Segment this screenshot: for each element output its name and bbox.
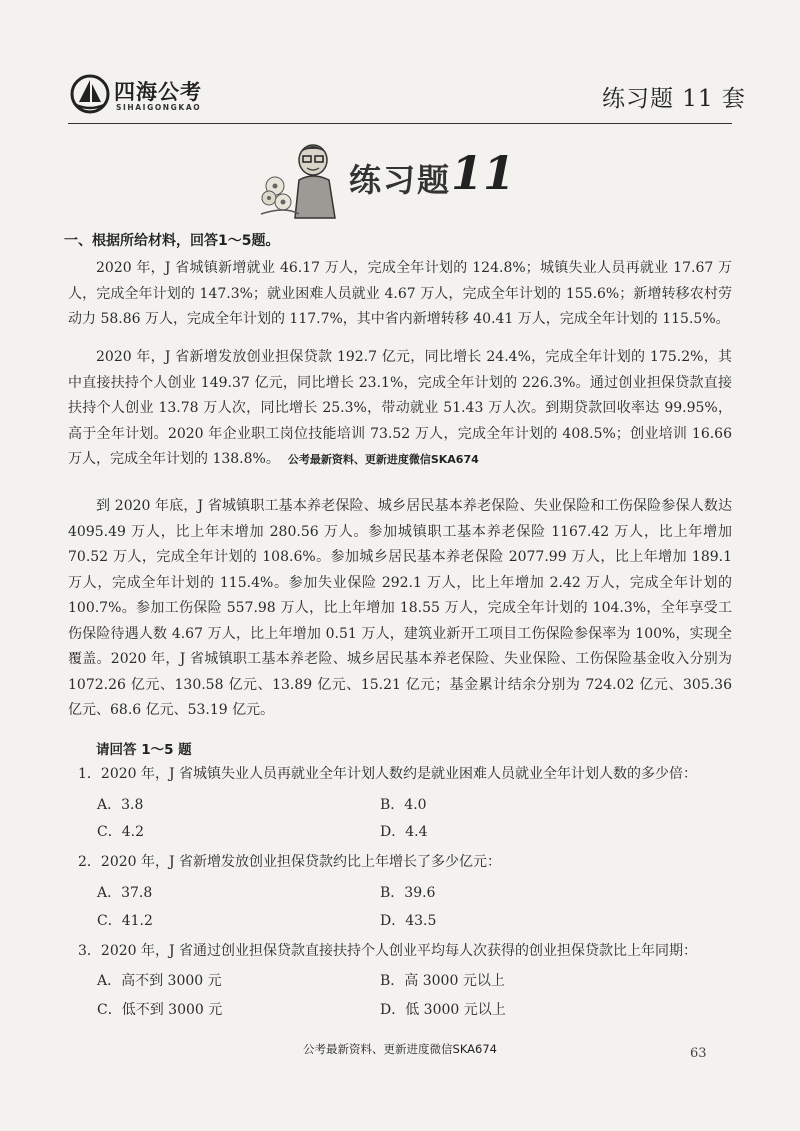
- question-2-option-d[interactable]: D．43.5: [380, 913, 437, 929]
- question-3-option-b[interactable]: B．高 3000 元以上: [380, 973, 505, 989]
- question-1-option-b[interactable]: B．4.0: [380, 797, 427, 813]
- brand-name: 四海公考: [114, 80, 202, 104]
- question-3-option-d[interactable]: D．低 3000 元以上: [380, 1002, 506, 1018]
- header-divider: [68, 123, 732, 124]
- section-heading: 一、根据所给材料，回答1～5题。: [64, 233, 280, 249]
- brand-subtitle: SIHAIGONGKAO: [116, 103, 202, 112]
- question-1-option-a[interactable]: A．3.8: [97, 797, 144, 813]
- footer-watermark: 公考最新资料、更新进度微信SKA674: [303, 1042, 497, 1056]
- page-title-number: 11: [451, 146, 516, 200]
- question-2-option-a[interactable]: A．37.8: [97, 885, 153, 901]
- question-3-stem: 3．2020 年，J 省通过创业担保贷款直接扶持个人创业平均每人次获得的创业担保贷款比上年同期：: [78, 943, 698, 959]
- question-2-option-c[interactable]: C．41.2: [97, 913, 153, 929]
- question-1-stem: 1．2020 年，J 省城镇失业人员再就业全年计划人数约是就业困难人员就业全年计划人数的多少倍：: [78, 766, 698, 782]
- questions-prompt: 请回答 1～5 题: [96, 742, 192, 758]
- question-2-option-b[interactable]: B．39.6: [380, 885, 436, 901]
- question-1-option-c[interactable]: C．4.2: [97, 824, 144, 840]
- exercise-set-label: 练习题 11 套: [602, 86, 746, 112]
- material-paragraph-2-text: 2020 年，J 省新增发放创业担保贷款 192.7 亿元，同比增长 24.4%，完成全年计划的 175.2%，其中直接扶持个人创业 149.37 亿元，同比增长 23.1%，完成全年计划的 226.3%。通过创业担保贷款直接扶持个人创业 13.78 万人次，同比增长 25.3%，带动就业 51.43 万人次。到期贷款回收率达 99.95%，高于全年计划。2020 年企业职工岗位技能培训 73.52 万人，完成全年计划的 408.5%；创业培训 16.66 万人，完成全年计划的 138.8%。: [68, 349, 732, 467]
- question-3-option-a[interactable]: A．高不到 3000 元: [97, 973, 222, 989]
- material-paragraph-3: 到 2020 年底，J 省城镇职工基本养老保险、城乡居民基本养老保险、失业保险和工伤保险参保人数达 4095.49 万人，比上年末增加 280.56 万人。参加城镇职工基本养老保险 1167.42 万人，比上年增加 70.52 万人，完成全年计划的 108.6%。参加城乡居民基本养老保险 2077.99 万人，比上年增加 189.1 万人，完成全年计划的 115.4%。参加失业保险 292.1 万人，比上年增加 2.42 万人，完成全年计划的 100.7%。参加工伤保险 557.98 万人，比上年增加 18.55 万人，完成全年计划的 104.3%，全年享受工伤保险待遇人数 4.67 万人，比上年增加 0.51 万人，建筑业新开工项目工伤保险参保率为 100%，实现全覆盖。2020 年，J 省城镇职工基本养老险、城乡居民基本养老保险、失业保险、工伤保险基金收入分别为 1072.26 亿元、130.58 亿元、13.89 亿元、15.21 亿元；基金累计结余分别为 724.02 亿元、305.36 亿元、68.6 亿元、53.19 亿元。: [68, 498, 732, 718]
- question-2-stem: 2．2020 年，J 省新增发放创业担保贷款约比上年增长了多少亿元：: [78, 854, 502, 870]
- page-number: 63: [690, 1046, 707, 1061]
- brand-logo: [70, 74, 270, 118]
- question-1-option-d[interactable]: D．4.4: [380, 824, 428, 840]
- sailboat-logo-icon: [70, 74, 110, 114]
- material-paragraph-1: 2020 年，J 省城镇新增就业 46.17 万人，完成全年计划的 124.8%；城镇失业人员再就业 17.67 万人，完成全年计划的 147.3%；就业困难人员就业 4.67 万人，完成全年计划的 155.6%；新增转移农村劳动力 58.86 万人，完成全年计划的 117.7%，其中省内新增转移 40.41 万人，完成全年计划的 115.5%。: [68, 260, 732, 327]
- page-title: 练习题: [349, 161, 452, 199]
- inline-watermark: 公考最新资料、更新进度微信SKA674: [287, 453, 479, 466]
- question-3-option-c[interactable]: C．低不到 3000 元: [97, 1002, 223, 1018]
- title-banner: [255, 140, 555, 220]
- mascot-illustration-icon: [255, 140, 347, 220]
- material-paragraph-2: [68, 345, 732, 473]
